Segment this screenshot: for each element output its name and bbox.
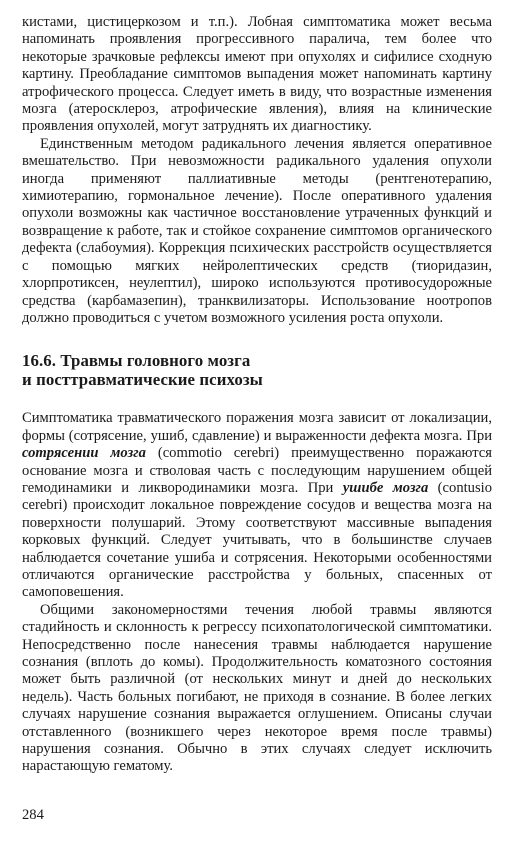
term-concussion: сотрясении мозга xyxy=(22,445,146,462)
section-heading-line-2: и посттравматические психозы xyxy=(22,370,263,390)
paragraph-trauma-text-c: (contusio cerebri) происходит локальное повреждение сосудов и вещества мозга на поверхности полушарий. Этому соответствуют массивные выпадения корковых функций. Следует учитывать, что в большинстве случаев наблюдается сочетание ушиба и сотрясения. Некоторыми особенностями отличаются органические расстройства у больных, спасенных от самоповешения. xyxy=(22,479,492,601)
page-body xyxy=(22,14,492,776)
paragraph-trauma-symptoms xyxy=(22,410,492,601)
section-heading xyxy=(22,351,492,389)
paragraph-tumor-symptoms: кистами, цистицеркозом и т.п.). Лобная симптоматика может весьма напоминать проявления прогрессивного паралича, тем более что некоторые зрачковые рефлексы имеют при опухолях и сифилисе сходную картину. Преобладание симптомов выпадения может напоминать картину атрофического процесса. Следует иметь в виду, что возрастные изменения мозга (атеросклероз, атрофические явления), влияя на клинические проявления опухолей, могут затруднять их диагностику. xyxy=(22,14,492,135)
paragraph-trauma-course: Общими закономерностями течения любой травмы являются стадийность и склонность к регрессу психопатологической симптоматики. Непосредственно после нанесения травмы наблюдается нарушение сознания (вплоть до комы). Продолжительность коматозного состояния может быть различной (от нескольких минут и дней до нескольких недель). Часть больных погибают, не приходя в сознание. В более легких случаях нарушение сознания выражается оглушением. Описаны случаи отставленного (возникшего через некоторое время после травмы) нарушения сознания. Обычно в этих случаях следует исключить нарастающую гематому. xyxy=(22,601,492,775)
paragraph-trauma-text-a: Симптоматика травматического поражения мозга зависит от локализации, формы (сотрясение, ушиб, сдавление) и выраженности дефекта мозга. При xyxy=(22,410,492,444)
section-heading-line-1: 16.6. Травмы головного мозга xyxy=(22,351,251,371)
paragraph-trauma-text-b: (commotio cerebri) преимущественно поражаются основание мозга и стволовая часть с последующим нарушением общей гемодинамики и ликвородинамики мозга. При xyxy=(22,445,492,496)
term-contusion: ушибе мозга xyxy=(342,479,429,496)
paragraph-tumor-treatment: Единственным методом радикального лечения является оперативное вмешательство. При невозможности радикального удаления опухоли иногда применяют паллиативные методы (рентгенотерапию, химиотерапию, гормональное лечение). После оперативного удаления опухоли возможны как частичное восстановление утраченных функций и возвращение к работе, так и стойкое сохранение симптомов органического дефекта (слабоумия). Коррекция психических расстройств осуществляется с помощью мягких нейролептических средств (тиоридазин, хлорпротиксен, неулептил), широко используются противосудорожные средства (карбамазепин), транквилизаторы. Использование ноотропов должно проводиться с учетом возможного усиления роста опухоли. xyxy=(22,135,492,326)
page-number: 284 xyxy=(22,807,44,823)
